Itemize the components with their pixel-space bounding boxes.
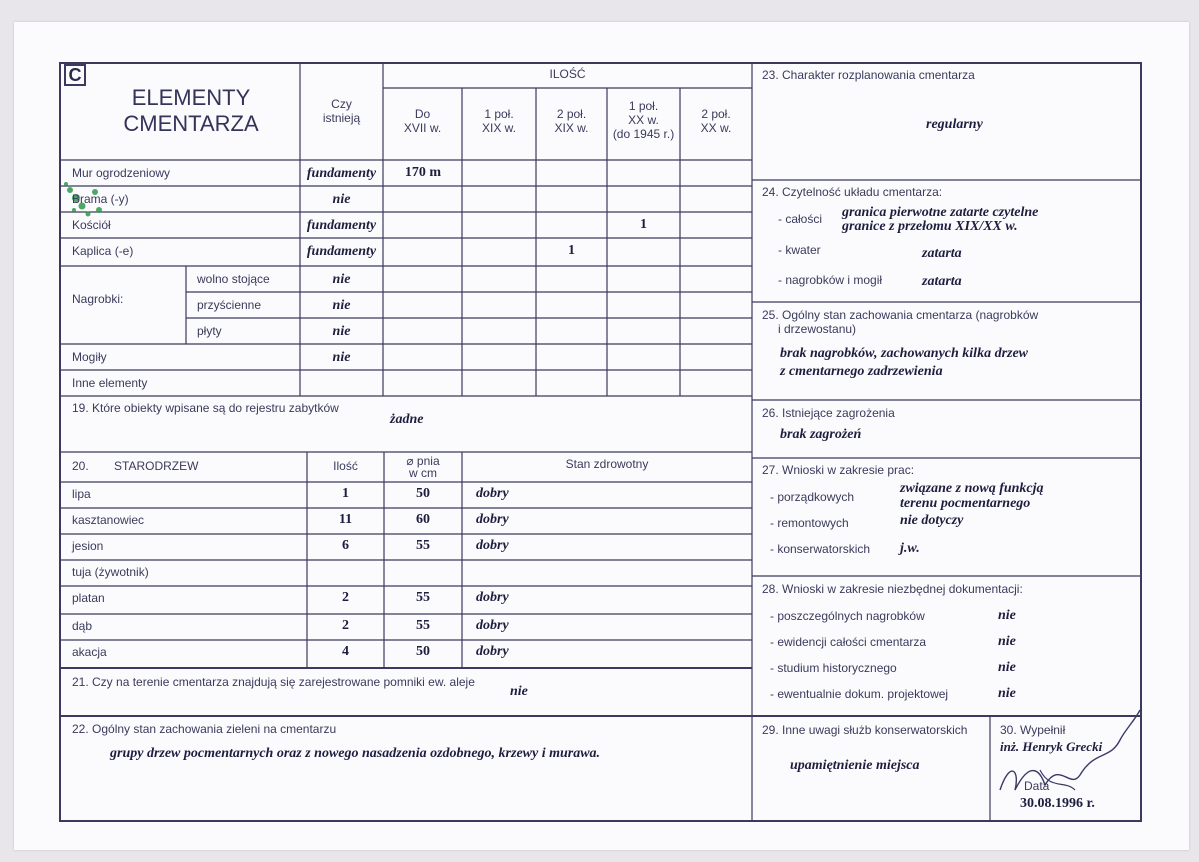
nagrobki-label: Nagrobki: bbox=[72, 292, 124, 306]
element-exists-value: nie bbox=[332, 298, 351, 313]
element-exists-value: fundamenty bbox=[306, 218, 377, 233]
s24-label: 24. Czytelność układu cmentarza: bbox=[762, 185, 943, 199]
s27-porz-v2: terenu pocmentarnego bbox=[900, 496, 1031, 511]
s22-label: 22. Ogólny stan zachowania zieleni na cmentarzu bbox=[72, 722, 337, 736]
element-exists-value: nie bbox=[332, 324, 351, 339]
s19-label: 19. Które obiekty wpisane są do rejestru zabytków bbox=[72, 401, 339, 415]
s28-label: 28. Wnioski w zakresie niezbędnej dokumentacji: bbox=[762, 582, 1023, 596]
nagrobki-subtype-label: wolno stojące bbox=[197, 272, 270, 286]
tree-health-state: dobry bbox=[476, 644, 509, 659]
s30-label: 30. Wypełnił bbox=[1000, 723, 1066, 737]
s20-num: 20. bbox=[72, 459, 89, 473]
tree-health-state: dobry bbox=[476, 538, 509, 553]
s24-calosci: - całości bbox=[778, 212, 823, 226]
s26-label: 26. Istniejące zagrożenia bbox=[762, 406, 895, 420]
s22-value: grupy drzew pocmentarnych oraz z nowego nasadzenia ozdobnego, krzewy i murawa. bbox=[110, 746, 601, 761]
documentation-item-label: - ewidencji całości cmentarza bbox=[770, 635, 927, 649]
element-quantity-value: 1 bbox=[640, 217, 647, 232]
s30-name: inż. Henryk Grecki bbox=[1000, 739, 1103, 754]
title-elementy: ELEMENTY bbox=[131, 85, 251, 110]
tree-name: kasztanowiec bbox=[72, 513, 145, 527]
tree-trunk-diameter: 55 bbox=[416, 618, 430, 633]
tree-quantity: 4 bbox=[342, 644, 349, 659]
s20-col-stan: Stan zdrowotny bbox=[565, 457, 649, 471]
s25-label1: 25. Ogólny stan zachowania cmentarza (nagrobków bbox=[762, 308, 1039, 322]
tree-trunk-diameter: 55 bbox=[416, 538, 430, 553]
s27-rem-v: nie dotyczy bbox=[900, 513, 964, 528]
header-czy-istnieja: Czy istnieją bbox=[322, 97, 361, 125]
documentation-item-label: - ewentualnie dokum. projektowej bbox=[770, 687, 949, 701]
tree-quantity: 11 bbox=[338, 512, 353, 527]
tree-name: lipa bbox=[72, 487, 91, 501]
s24-calosci-v1: granica pierwotne zatarte czytelne bbox=[842, 205, 1039, 220]
s20-title: STARODRZEW bbox=[114, 459, 199, 473]
s25-label2: i drzewostanu) bbox=[778, 322, 857, 336]
period-header: 2 poł. XIX w. bbox=[554, 107, 589, 135]
element-quantity-value: 1 bbox=[568, 243, 575, 258]
tree-trunk-diameter: 50 bbox=[416, 644, 430, 659]
s23-label: 23. Charakter rozplanowania cmentarza bbox=[762, 68, 975, 82]
s27-rem: - remontowych bbox=[770, 516, 849, 530]
s24-kwater-v: zatarta bbox=[922, 246, 962, 261]
period-header: 2 poł. XX w. bbox=[700, 107, 732, 135]
documentation-item-label: - poszczególnych nagrobków bbox=[770, 609, 925, 623]
s26-value: brak zagrożeń bbox=[780, 427, 862, 442]
element-exists-value: nie bbox=[332, 192, 351, 207]
documentation-item-label: - studium historycznego bbox=[770, 661, 897, 675]
element-exists-value: fundamenty bbox=[306, 244, 377, 259]
tree-trunk-diameter: 60 bbox=[416, 512, 430, 527]
s29-value: upamiętnienie miejsca bbox=[790, 758, 920, 773]
s27-label: 27. Wnioski w zakresie prac: bbox=[762, 463, 915, 477]
s24-kwater: - kwater bbox=[778, 243, 821, 257]
element-exists-value: fundamenty bbox=[306, 166, 377, 181]
tree-name: jesion bbox=[72, 539, 104, 553]
period-header: 1 poł. XIX w. bbox=[481, 107, 516, 135]
tree-name: platan bbox=[72, 591, 105, 605]
element-row-label: Mur ogrodzeniowy bbox=[72, 166, 171, 180]
element-row-label: Inne elementy bbox=[72, 376, 148, 390]
title-cmentarza: CMENTARZA bbox=[123, 111, 259, 136]
element-exists-value: nie bbox=[332, 350, 351, 365]
s20-col-pien: ⌀ pnia w cm bbox=[406, 454, 440, 480]
documentation-item-value: nie bbox=[998, 608, 1016, 623]
nagrobki-subtype-label: płyty bbox=[197, 324, 222, 338]
element-row-label: Mogiły bbox=[72, 350, 107, 364]
tree-quantity: 6 bbox=[342, 538, 349, 553]
s25-v1: brak nagrobków, zachowanych kilka drzew bbox=[780, 346, 1029, 361]
tree-name: tuja (żywotnik) bbox=[72, 565, 149, 579]
s24-nagrobkow: - nagrobków i mogił bbox=[778, 273, 883, 287]
nagrobki-subtype-label: przyścienne bbox=[197, 298, 262, 312]
s30-date: 30.08.1996 r. bbox=[1020, 796, 1095, 811]
tree-trunk-diameter: 50 bbox=[416, 486, 430, 501]
element-exists-value: nie bbox=[332, 272, 351, 287]
section-letter-box: C bbox=[64, 64, 86, 86]
period-header: Do XVII w. bbox=[403, 107, 442, 135]
tree-health-state: dobry bbox=[476, 486, 509, 501]
s29-label: 29. Inne uwagi służb konserwatorskich bbox=[762, 723, 968, 737]
s27-kons-v: j.w. bbox=[900, 541, 920, 556]
s27-porz-v1: związane z nową funkcją bbox=[900, 481, 1044, 496]
tree-health-state: dobry bbox=[476, 618, 509, 633]
tree-quantity: 2 bbox=[342, 618, 349, 633]
tree-health-state: dobry bbox=[476, 590, 509, 605]
tree-name: dąb bbox=[72, 619, 93, 633]
tree-health-state: dobry bbox=[476, 512, 509, 527]
element-quantity-value: 170 m bbox=[404, 165, 442, 180]
s24-calosci-v2: granice z przełomu XIX/XX w. bbox=[842, 219, 1018, 234]
tree-trunk-diameter: 55 bbox=[416, 590, 430, 605]
s30-date-label: Data bbox=[1024, 779, 1050, 793]
tree-quantity: 1 bbox=[342, 486, 349, 501]
documentation-item-value: nie bbox=[998, 686, 1016, 701]
tree-name: akacja bbox=[72, 645, 107, 659]
period-header: 1 poł. XX w. (do 1945 r.) bbox=[612, 99, 675, 141]
s23-value: regularny bbox=[926, 117, 983, 132]
s24-nagrobkow-v: zatarta bbox=[922, 274, 962, 289]
header-ilosc: ILOŚĆ bbox=[549, 67, 586, 81]
tree-quantity: 2 bbox=[342, 590, 349, 605]
documentation-item-value: nie bbox=[998, 634, 1016, 649]
element-row-label: Kaplica (-e) bbox=[72, 244, 134, 258]
element-row-label: Kościół bbox=[72, 218, 111, 232]
s27-porz: - porządkowych bbox=[770, 490, 855, 504]
element-row-label: Brama (-y) bbox=[72, 192, 129, 206]
s21-value: nie bbox=[510, 684, 528, 699]
s21-label: 21. Czy na terenie cmentarza znajdują się zarejestrowane pomniki ew. aleje bbox=[72, 675, 475, 689]
documentation-item-value: nie bbox=[998, 660, 1016, 675]
s25-v2: z cmentarnego zadrzewienia bbox=[780, 364, 943, 379]
s20-col-ilosc: Ilość bbox=[333, 459, 358, 473]
s19-value: żadne bbox=[390, 412, 424, 427]
s27-kons: - konserwatorskich bbox=[770, 542, 871, 556]
